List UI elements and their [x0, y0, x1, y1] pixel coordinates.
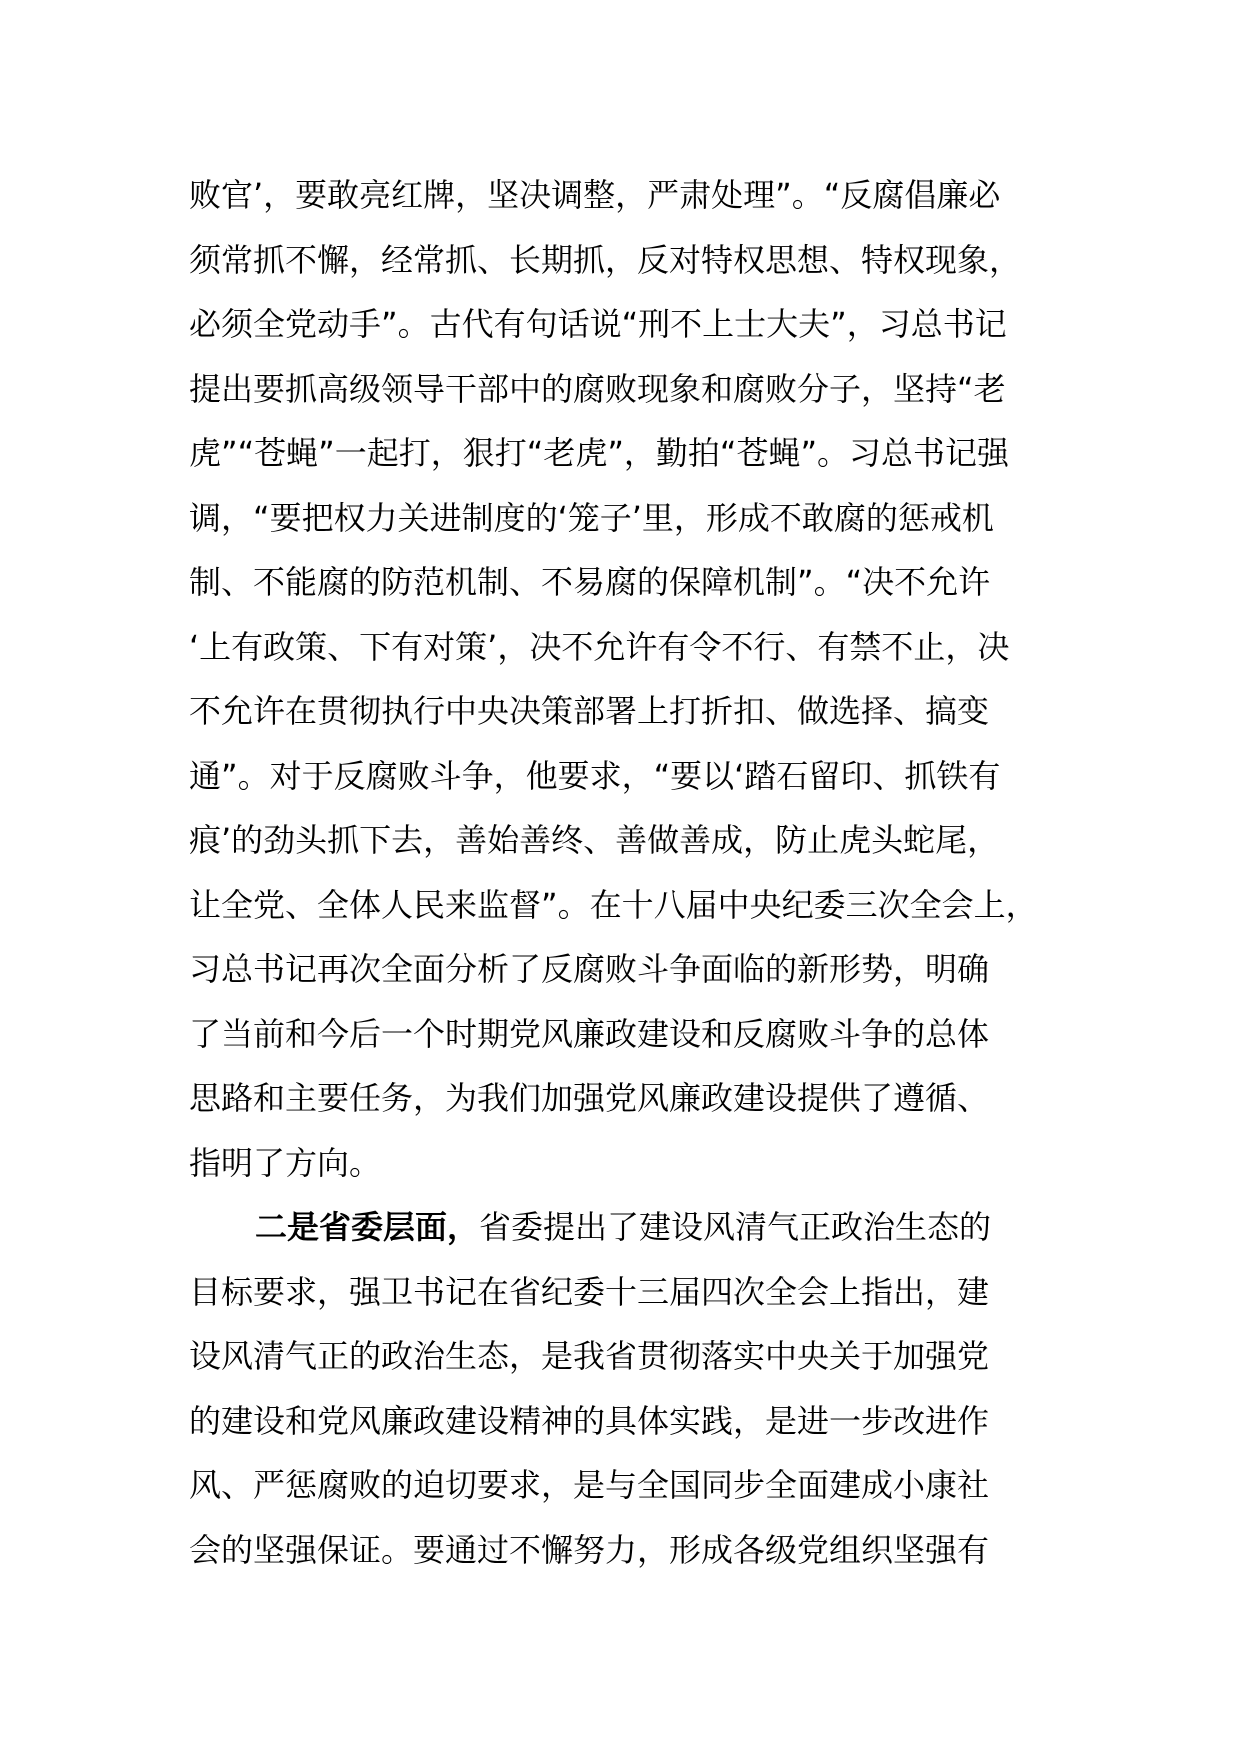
text-line: 通”。对于反腐败斗争，他要求，“要以‘踏石留印、抓铁有	[189, 756, 1001, 795]
text-line: 风、严惩腐败的迫切要求，是与全国同步全面建成小康社	[189, 1466, 990, 1504]
text-line: 设风清气正的政治生态，是我省贯彻落实中央关于加强党	[189, 1337, 990, 1375]
text-line: 败官’，要敢亮红牌，坚决调整，严肃处理”。“反腐倡廉必	[189, 176, 1001, 214]
text-line: 不允许在贯彻执行中央决策部署上打折扣、做选择、搞变	[189, 692, 990, 730]
paragraph-heading: 二是省委层面，	[255, 1208, 480, 1246]
text-line: 痕’的劲头抓下去，善始善终、善做善成，防止虎头蛇尾，	[189, 821, 1000, 859]
text-line: 了当前和今后一个时期党风廉政建设和反腐败斗争的总体	[189, 1014, 990, 1053]
text-line	[189, 1195, 1089, 1260]
text-line: 习总书记再次全面分析了反腐败斗争面临的新形势，明确	[189, 950, 990, 988]
text-run: 省委提出了建设风清气正政治生态的	[479, 1208, 992, 1246]
text-line: 指明了方向。	[189, 1143, 382, 1182]
paragraph-1	[189, 163, 1089, 1195]
paragraph-2	[189, 1195, 1089, 1582]
text-line: 虎”“苍蝇”一起打，狠打“老虎”，勤拍“苍蝇”。习总书记强	[189, 434, 1010, 472]
text-line: ‘上有政策、下有对策’，决不允许有令不行、有禁不止，决	[189, 627, 1010, 666]
text-line: 制、不能腐的防范机制、不易腐的保障机制”。“决不允许	[189, 563, 991, 601]
text-line: 的建设和党风廉政建设精神的具体实践，是进一步改进作	[189, 1401, 990, 1440]
text-line: 必须全党动手”。古代有句话说“刑不上士大夫”，习总书记	[189, 305, 1007, 343]
text-line: 会的坚强保证。要通过不懈努力，形成各级党组织坚强有	[189, 1530, 990, 1569]
text-line: 调，“要把权力关进制度的‘笼子’里，形成不敢腐的惩戒机	[189, 498, 994, 537]
document-body	[189, 163, 1089, 1582]
text-line: 须常抓不懈，经常抓、长期抓，反对特权思想、特权现象，	[189, 240, 1022, 279]
text-line: 目标要求，强卫书记在省纪委十三届四次全会上指出，建	[189, 1272, 990, 1311]
text-line: 提出要抓高级领导干部中的腐败现象和腐败分子，坚持“老	[189, 369, 1006, 408]
text-line: 让全党、全体人民来监督”。在十八届中央纪委三次全会上，	[189, 885, 1038, 924]
text-line: 思路和主要任务，为我们加强党风廉政建设提供了遵循、	[189, 1079, 990, 1117]
